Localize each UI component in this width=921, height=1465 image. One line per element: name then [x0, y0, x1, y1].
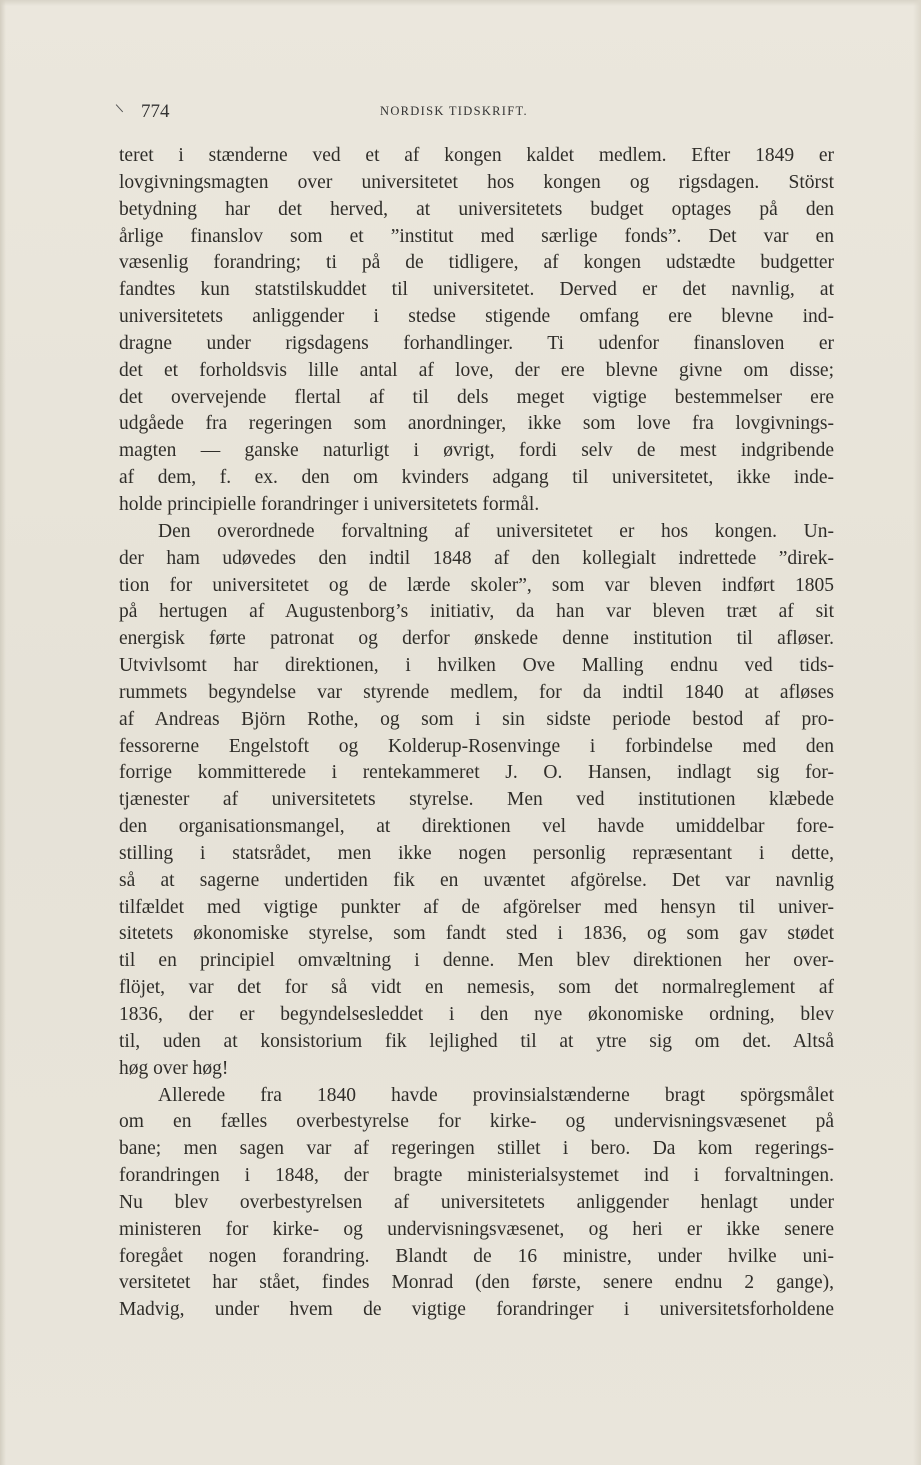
text-line: flöjet, var det for så vidt en nemesis, som det normalreglement af [119, 977, 834, 999]
text-line: årlige finanslov som et ”institut med særlige fonds”. Det var en [119, 225, 834, 247]
text-line: teret i stænderne ved et af kongen kaldet medlem. Efter 1849 er [119, 145, 834, 166]
text-line: betydning har det herved, at universitetets budget optages på den [119, 198, 834, 220]
text-line: stilling i statsrådet, men ikke nogen personlig repræsentant i dette, [119, 842, 834, 864]
text-line: tjænester af universitetets styrelse. Men ved institutionen klæbede [119, 789, 834, 811]
text-line: universitetets anliggender i stedse stigende omfang ere blevne ind- [119, 306, 834, 328]
page-edge-shadow-left [0, 0, 6, 1465]
text-line: til, uden at konsistorium fik lejlighed til at ytre sig om det. Altså [119, 1030, 834, 1052]
text-line: rummets begyndelse var styrende medlem, for da indtil 1840 at afløses [119, 681, 834, 703]
text-line: dragne under rigsdagens forhandlinger. Ti udenfor finansloven er [119, 332, 834, 354]
text-line: tion for universitetet og de lærde skoler”, som var bleven indført 1805 [119, 574, 834, 596]
text-line: af Andreas Björn Rothe, og som i sin sidste periode bestod af pro- [119, 708, 834, 730]
text-line: om en fælles overbestyrelse for kirke- og undervisningsvæsenet på [119, 1111, 834, 1133]
text-line: udgåede fra regeringen som anordninger, ikke som love fra lovgivnings- [119, 413, 834, 435]
text-line: på hertugen af Augustenborg’s initiativ, da han var bleven træt af sit [119, 601, 834, 623]
text-line: energisk førte patronat og derfor ønskede denne institution til afløser. [119, 628, 834, 650]
text-line: af dem, f. ex. den om kvinders adgang til universitetet, ikke inde- [119, 467, 834, 489]
text-line: det et forholdsvis lille antal af love, der ere blevne givne om disse; [119, 359, 834, 381]
text-line: tilfældet med vigtige punkter af de afgörelser med hensyn til univer- [119, 896, 834, 918]
text-line: 1836, der er begyndelsesleddet i den nye økonomiske ordning, blev [119, 1004, 834, 1025]
text-line: til en principiel omvæltning i denne. Men blev direktionen her over- [119, 950, 834, 972]
text-line: forandringen i 1848, der bragte ministerialsystemet ind i forvaltningen. [119, 1165, 834, 1187]
pencil-tick-mark [116, 104, 124, 112]
text-line: lovgivningsmagten over universitetet hos kongen og rigsdagen. Störst [119, 171, 834, 193]
text-line: høg over høg! [119, 1057, 229, 1079]
page-edge-shadow-top [0, 0, 921, 6]
text-line: holde principielle forandringer i universitetets formål. [119, 493, 540, 515]
text-line: det overvejende flertal af til dels meget vigtige bestemmelser ere [119, 386, 834, 408]
text-line: sitetets økonomiske styrelse, som fandt sted i 1836, og som gav stødet [119, 923, 834, 945]
text-line: Den overordnede forvaltning af universitetet er hos kongen. Un- [119, 520, 834, 542]
text-line: så at sagerne undertiden fik en uvæntet afgörelse. Det var navnlig [119, 869, 834, 891]
text-line: der ham udøvedes den indtil 1848 af den kollegialt indrettede ”direk- [119, 547, 834, 569]
page-edge-shadow-right [913, 0, 921, 1465]
text-line: Allerede fra 1840 havde provinsialstænderne bragt spörgsmålet [119, 1084, 834, 1106]
text-line: foregået nogen forandring. Blandt de 16 ministre, under hvilke uni- [119, 1245, 834, 1267]
text-line: bane; men sagen var af regeringen stillet i bero. Da kom regerings- [119, 1138, 834, 1160]
body-text [119, 143, 834, 1324]
text-line: Madvig, under hvem de vigtige forandringer i universitetsforholdene [119, 1299, 834, 1321]
text-line: fandtes kun statstilskuddet til universitetet. Derved er det navnlig, at [119, 279, 834, 301]
text-line: Nu blev overbestyrelsen af universitetets anliggender henlagt under [119, 1191, 834, 1213]
text-line: væsenlig forandring; ti på de tidligere, af kongen udstædte budgetter [119, 252, 834, 274]
page-number: 774 [141, 101, 170, 122]
running-title: NORDISK TIDSKRIFT. [380, 104, 528, 118]
text-line: magten — ganske naturligt i øvrigt, fordi selv de mest indgribende [119, 440, 834, 462]
text-line: Utvivlsomt har direktionen, i hvilken Ove Malling endnu ved tids- [119, 655, 834, 677]
text-line: versitetet har stået, findes Monrad (den første, senere endnu 2 gange), [119, 1272, 834, 1294]
text-line: ministeren for kirke- og undervisningsvæsenet, og heri er ikke senere [119, 1218, 834, 1240]
text-line: forrige kommitterede i rentekammeret J. O. Hansen, indlagt sig for- [119, 762, 834, 784]
text-line: fessorerne Engelstoft og Kolderup-Rosenvinge i forbindelse med den [119, 735, 834, 757]
text-line: den organisationsmangel, at direktionen vel havde umiddelbar fore- [119, 816, 834, 838]
